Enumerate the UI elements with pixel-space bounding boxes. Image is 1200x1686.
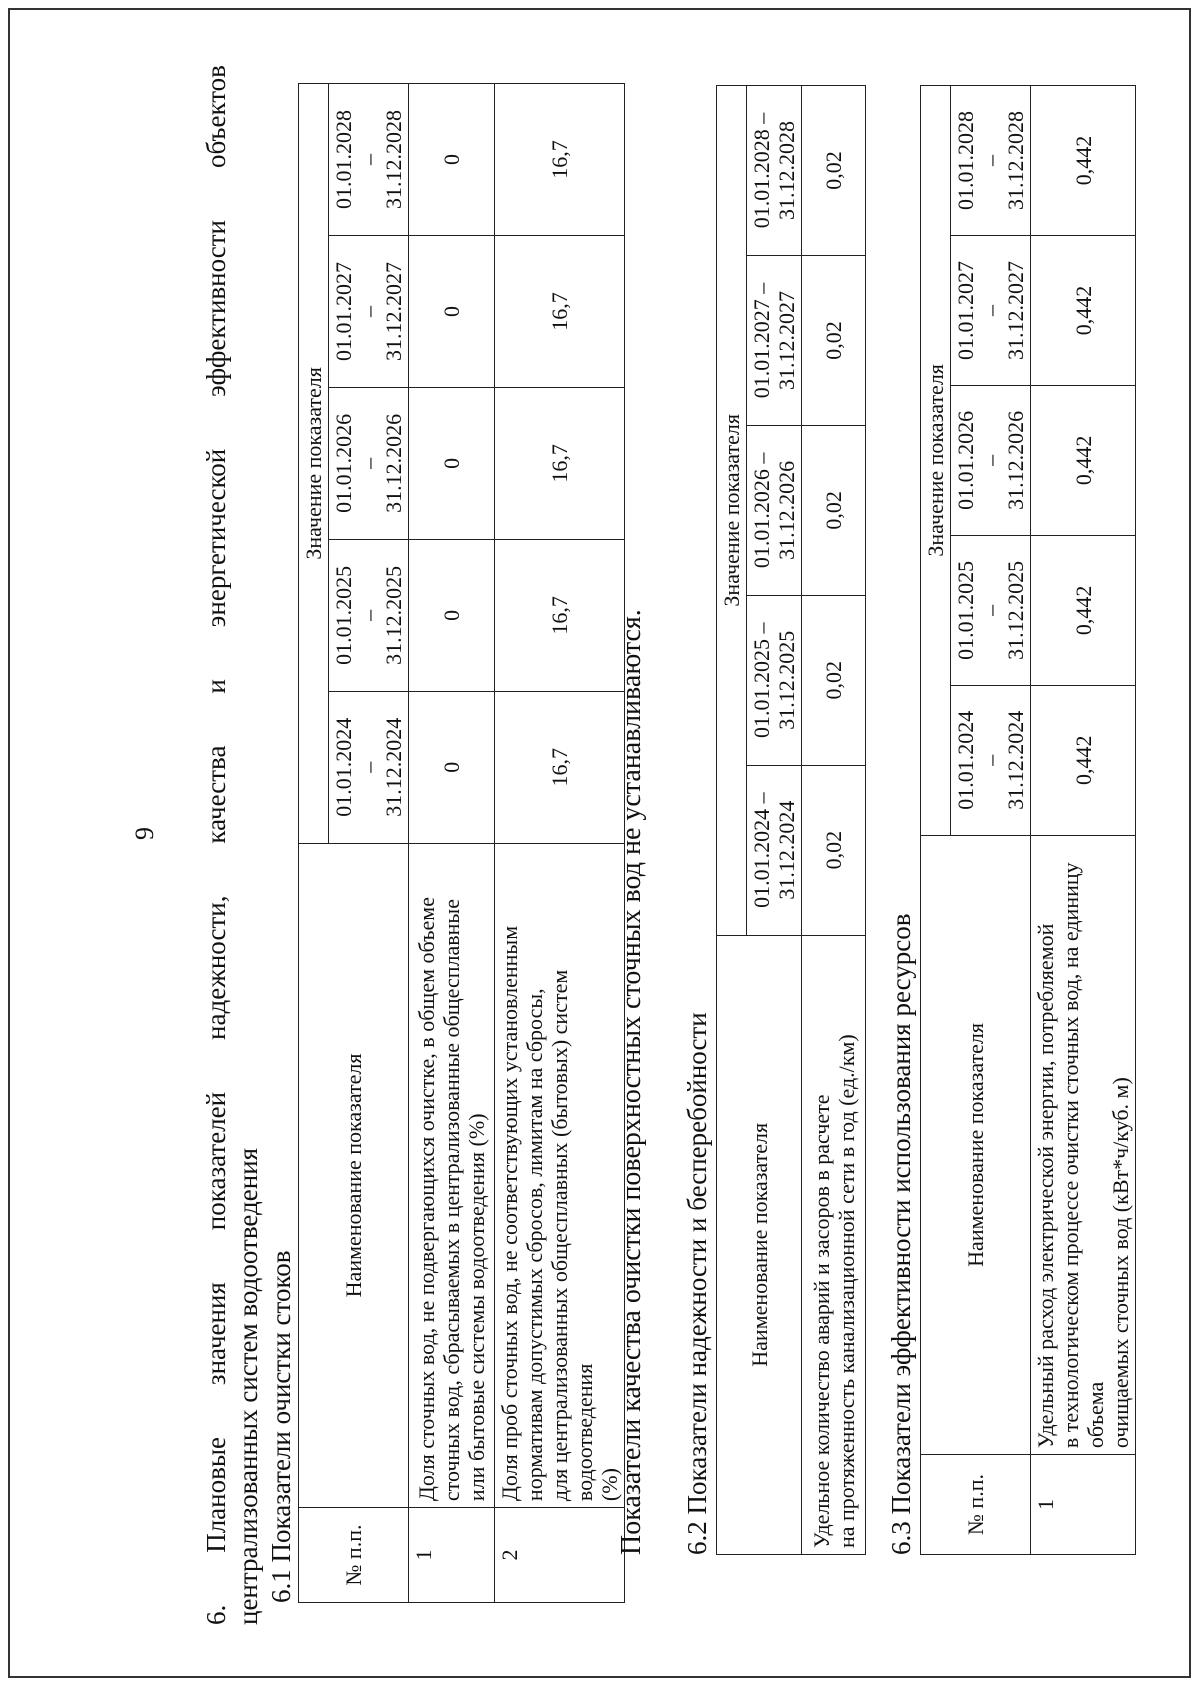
row-value: 0,02 [802, 255, 866, 425]
row-value: 0,02 [802, 86, 866, 256]
table-row [802, 86, 866, 1555]
row-value: 0,442 [1031, 685, 1136, 835]
period-2025: 01.01.2025 – 31.12.2025 [951, 535, 1031, 685]
period-2026: 01.01.2026 – 31.12.2026 [329, 387, 409, 539]
heading-line-2: централизованных систем водоотведения [233, 1147, 263, 1625]
table-row [1031, 86, 1136, 1555]
period-2024: 01.01.2024 – 31.12.2024 [329, 691, 409, 843]
surface-note: Показатели качества очистки поверхностных сточных вод не устанавливаются. [616, 609, 647, 1555]
header-values: Значение показателя [921, 86, 951, 836]
period-2025: 01.01.2025 – 31.12.2025 [747, 595, 802, 765]
rotated-content [30, 25, 1170, 1665]
heading-word: 6. [201, 1604, 231, 1625]
period-2028: 01.01.2028 – 31.12.2028 [951, 86, 1031, 236]
row-name: Удельное количество аварий и засоров в расчете на протяженность канализационной сети в год (ед./км) [802, 935, 866, 1554]
row-num: 2 [495, 1508, 625, 1603]
period-2028: 01.01.2028 – 31.12.2028 [747, 86, 802, 256]
heading-word: надежности, [201, 895, 231, 1040]
table-6-2 [716, 85, 866, 1555]
period-2024: 01.01.2024 – 31.12.2024 [951, 685, 1031, 835]
row-value: 0,442 [1031, 86, 1136, 236]
row-value: 0,02 [802, 765, 866, 935]
period-2025: 01.01.2025 – 31.12.2025 [329, 539, 409, 691]
section-6-3-title: 6.3 Показатели эффективности использования ресурсов [886, 913, 916, 1555]
period-2027: 01.01.2027 – 31.12.2027 [329, 236, 409, 388]
row-value: 0 [409, 691, 495, 843]
row-value: 0,442 [1031, 535, 1136, 685]
row-name: Удельный расход электрической энергии, потребляемой в технологическом процессе очистки сточных вод, на единицу объема очищаемых сточных вод (кВт*ч/куб. м) [1031, 835, 1136, 1454]
header-name: Наименование показателя [299, 843, 409, 1507]
row-value: 16,7 [495, 387, 625, 539]
section-6-1-title: 6.1 Показатели очистки стоков [266, 1250, 296, 1603]
page-number: 9 [130, 827, 159, 840]
row-value: 0 [409, 539, 495, 691]
table-6-3 [920, 85, 1136, 1555]
heading-line-1 [200, 65, 232, 1625]
row-value: 0,02 [802, 425, 866, 595]
row-value: 16,7 [495, 236, 625, 388]
header-num: № п.п. [299, 1508, 409, 1603]
row-name: Доля сточных вод, не подвергающихся очистке, в общем объеме сточных вод, сбрасываемых в централизованные общесплавные или бытовые системы водоотведения (%) [409, 843, 495, 1507]
row-value: 0 [409, 387, 495, 539]
heading-word: эффективности [201, 220, 231, 397]
section-6-2-title: 6.2 Показатели надежности и бесперебойности [682, 1012, 712, 1555]
period-2026: 01.01.2026 – 31.12.2026 [747, 425, 802, 595]
table-row [409, 84, 495, 1603]
row-num: 1 [1031, 1455, 1136, 1555]
heading-word: и [201, 679, 231, 694]
heading-word: значения [201, 1282, 231, 1386]
row-value: 0 [409, 236, 495, 388]
heading-word: объектов [201, 65, 231, 169]
period-2027: 01.01.2027 – 31.12.2027 [951, 235, 1031, 385]
section-heading [200, 65, 264, 1625]
header-values: Значение показателя [717, 86, 747, 936]
row-value: 0,442 [1031, 385, 1136, 535]
period-2027: 01.01.2027 – 31.12.2027 [747, 255, 802, 425]
row-value: 0,442 [1031, 235, 1136, 385]
header-values: Значение показателя [299, 84, 329, 844]
row-name: Доля проб сточных вод, не соответствующих установленным нормативам допустимых сбросов, лимитам на сбросы, для централизованных общесплавных (бытовых) систем водоотведения (%) [495, 843, 625, 1507]
row-value: 16,7 [495, 539, 625, 691]
header-name: Наименование показателя [921, 835, 1031, 1454]
header-num: № п.п. [921, 1455, 1031, 1555]
row-value: 0,02 [802, 595, 866, 765]
period-2026: 01.01.2026 – 31.12.2026 [951, 385, 1031, 535]
row-num: 1 [409, 1508, 495, 1603]
period-2028: 01.01.2028 – 31.12.2028 [329, 84, 409, 236]
table-6-1 [298, 83, 625, 1603]
heading-word: качества [201, 745, 231, 844]
header-name: Наименование показателя [717, 935, 802, 1554]
heading-word: Плановые [201, 1437, 231, 1553]
heading-word: энергетической [201, 448, 231, 628]
period-2024: 01.01.2024 – 31.12.2024 [747, 765, 802, 935]
heading-word: показателей [201, 1091, 231, 1231]
row-value: 16,7 [495, 691, 625, 843]
table-row [495, 84, 625, 1603]
row-value: 0 [409, 84, 495, 236]
row-value: 16,7 [495, 84, 625, 236]
